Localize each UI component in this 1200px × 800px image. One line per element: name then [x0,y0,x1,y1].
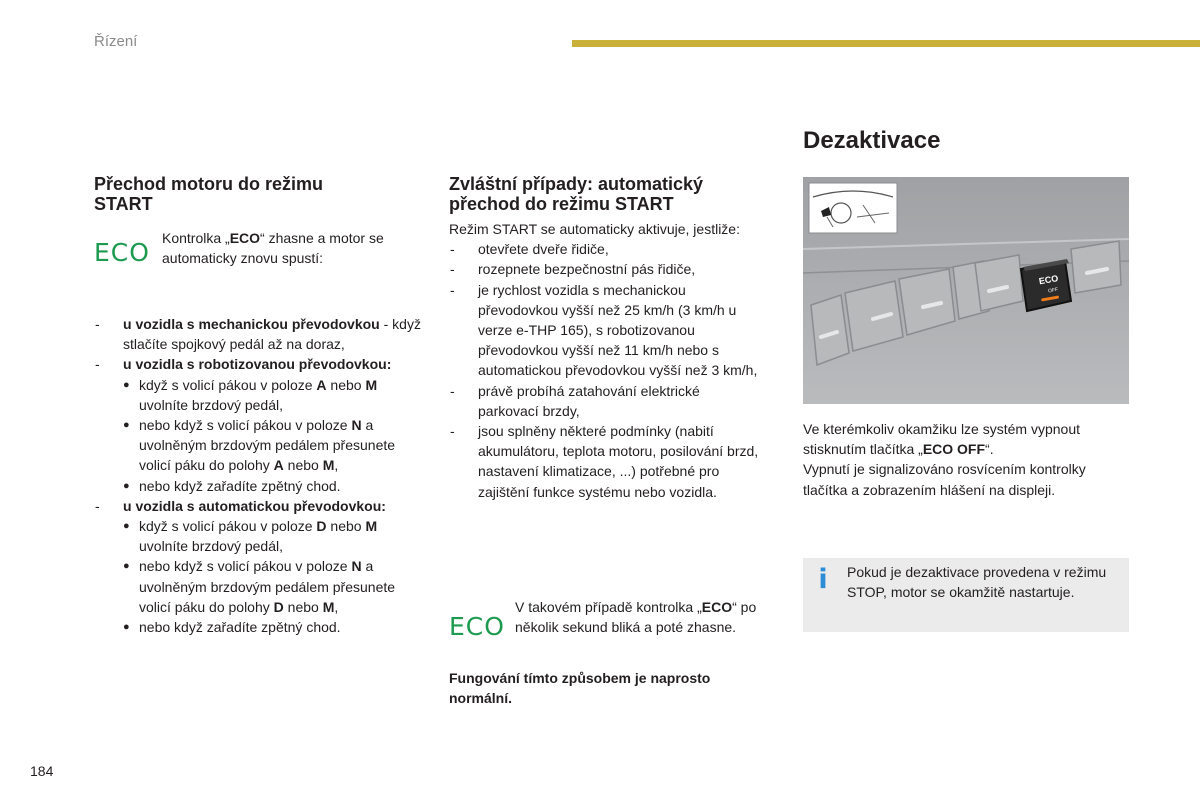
deactivation-paragraph-2: Vypnutí je signalizováno rosvícením kontrolky tlačítka a zobrazením hlášení na displeji. [803,461,1086,498]
column-start-transition [94,174,424,637]
list-item: - otevřete dveře řidiče, [449,239,771,259]
list-item: - je rychlost vozidla s mechanickou převodovkou vyšší než 25 km/h (3 km/h u verze e-THP 165), s robotizovanou převodovkou vyšší než 11 km/h nebo s automatickou převodovkou vyšší než 3 km/h, [449,280,758,381]
special-cases-list [449,239,771,502]
list-item: ● když s volicí pákou v poloze D nebo M uvolníte brzdový pedál, [123,516,424,556]
heading-start-transition: Přechod motoru do režimu START [94,174,324,214]
list-item-robotized: - u vozidla s robotizovanou převodovkou: ● když s volicí pákou v poloze A nebo M uvolníte brzdový pedál, ● nebo když s volicí pákou v poloze N a uvolněným brzdovým pedálem přesunete volicí páku do polohy A nebo M, ● nebo když zařadíte zpětný chod. [94,354,424,495]
list-item: ● nebo když zařadíte zpětný chod. [123,617,424,637]
eco-off-figure [803,177,1129,404]
list-item: ● nebo když s volicí pákou v poloze N a uvolněným brzdovým pedálem přesunete volicí páku do polohy A nebo M, [123,415,424,476]
heading-deactivation: Dezaktivace [803,127,941,154]
deactivation-description [803,419,1129,500]
eco-blink-text: V takovém případě kontrolka „ECO“ po několik sekund bliká a poté zhasne. [515,599,757,636]
cockpit-thumbnail [809,183,897,233]
robotized-conditions [123,375,424,496]
list-item-automatic: - u vozidla s automatickou převodovkou: ● když s volicí pákou v poloze D nebo M uvolníte brzdový pedál, ● nebo když s volicí pákou v poloze N a uvolněným brzdovým pedálem přesunete volicí páku do polohy D nebo M, ● nebo když zařadíte zpětný chod. [94,496,424,637]
eco-intro [94,228,424,284]
heading-special-cases: Zvláštní případy: automatický přechod do režimu START [449,174,704,214]
list-item: - rozepnete bezpečnostní pás řidiče, [449,259,771,279]
list-item: - jsou splněny některé podmínky (nabití akumulátoru, teplota motoru, posilování brzd, nastavení klimatizace, ...) potřebné pro zajištění funkce systému nebo vozidla. [449,421,770,502]
list-item: - právě probíhá zatahování elektrické parkovací brzdy, [449,381,738,421]
column-special-cases [449,174,771,502]
eco-off-label-off: OFF [1047,286,1059,295]
eco-indicator-icon: ECO [94,238,150,267]
deactivation-paragraph-1: Ve kterémkoliv okamžiku lze systém vypnout stisknutím tlačítka „ECO OFF“. [803,421,1080,458]
list-item: ● nebo když zařadíte zpětný chod. [123,476,424,496]
dashboard-eco-off-switch-photo [803,177,1129,404]
info-icon: i [818,564,828,595]
special-cases-intro: Režim START se automaticky aktivuje, jestliže: [449,221,740,237]
transmission-list [94,314,424,637]
header-accent-bar [572,40,1200,47]
normal-operation-note: Fungování tímto způsobem je naprosto normální. [449,670,711,707]
list-item: ● nebo když s volicí pákou v poloze N a uvolněným brzdovým pedálem přesunete volicí páku do polohy D nebo M, [123,556,424,617]
section-label: Řízení [94,33,138,50]
eco-off-label-eco: ECO [1038,273,1060,287]
list-item: ● když s volicí pákou v poloze A nebo M uvolníte brzdový pedál, [123,375,424,415]
info-note-text: Pokud je dezaktivace provedena v režimu STOP, motor se okamžitě nastartuje. [847,564,1107,601]
info-note [803,558,1129,632]
eco-indicator-icon: ECO [449,612,505,641]
automatic-conditions [123,516,424,637]
page-number: 184 [30,763,54,779]
list-item-manual: - u vozidla s mechanickou převodovkou - když stlačíte spojkový pedál až na doraz, [94,314,424,354]
eco-blink-note [449,597,771,661]
eco-intro-text: Kontrolka „ECO“ zhasne a motor se automaticky znovu spustí: [162,230,384,267]
